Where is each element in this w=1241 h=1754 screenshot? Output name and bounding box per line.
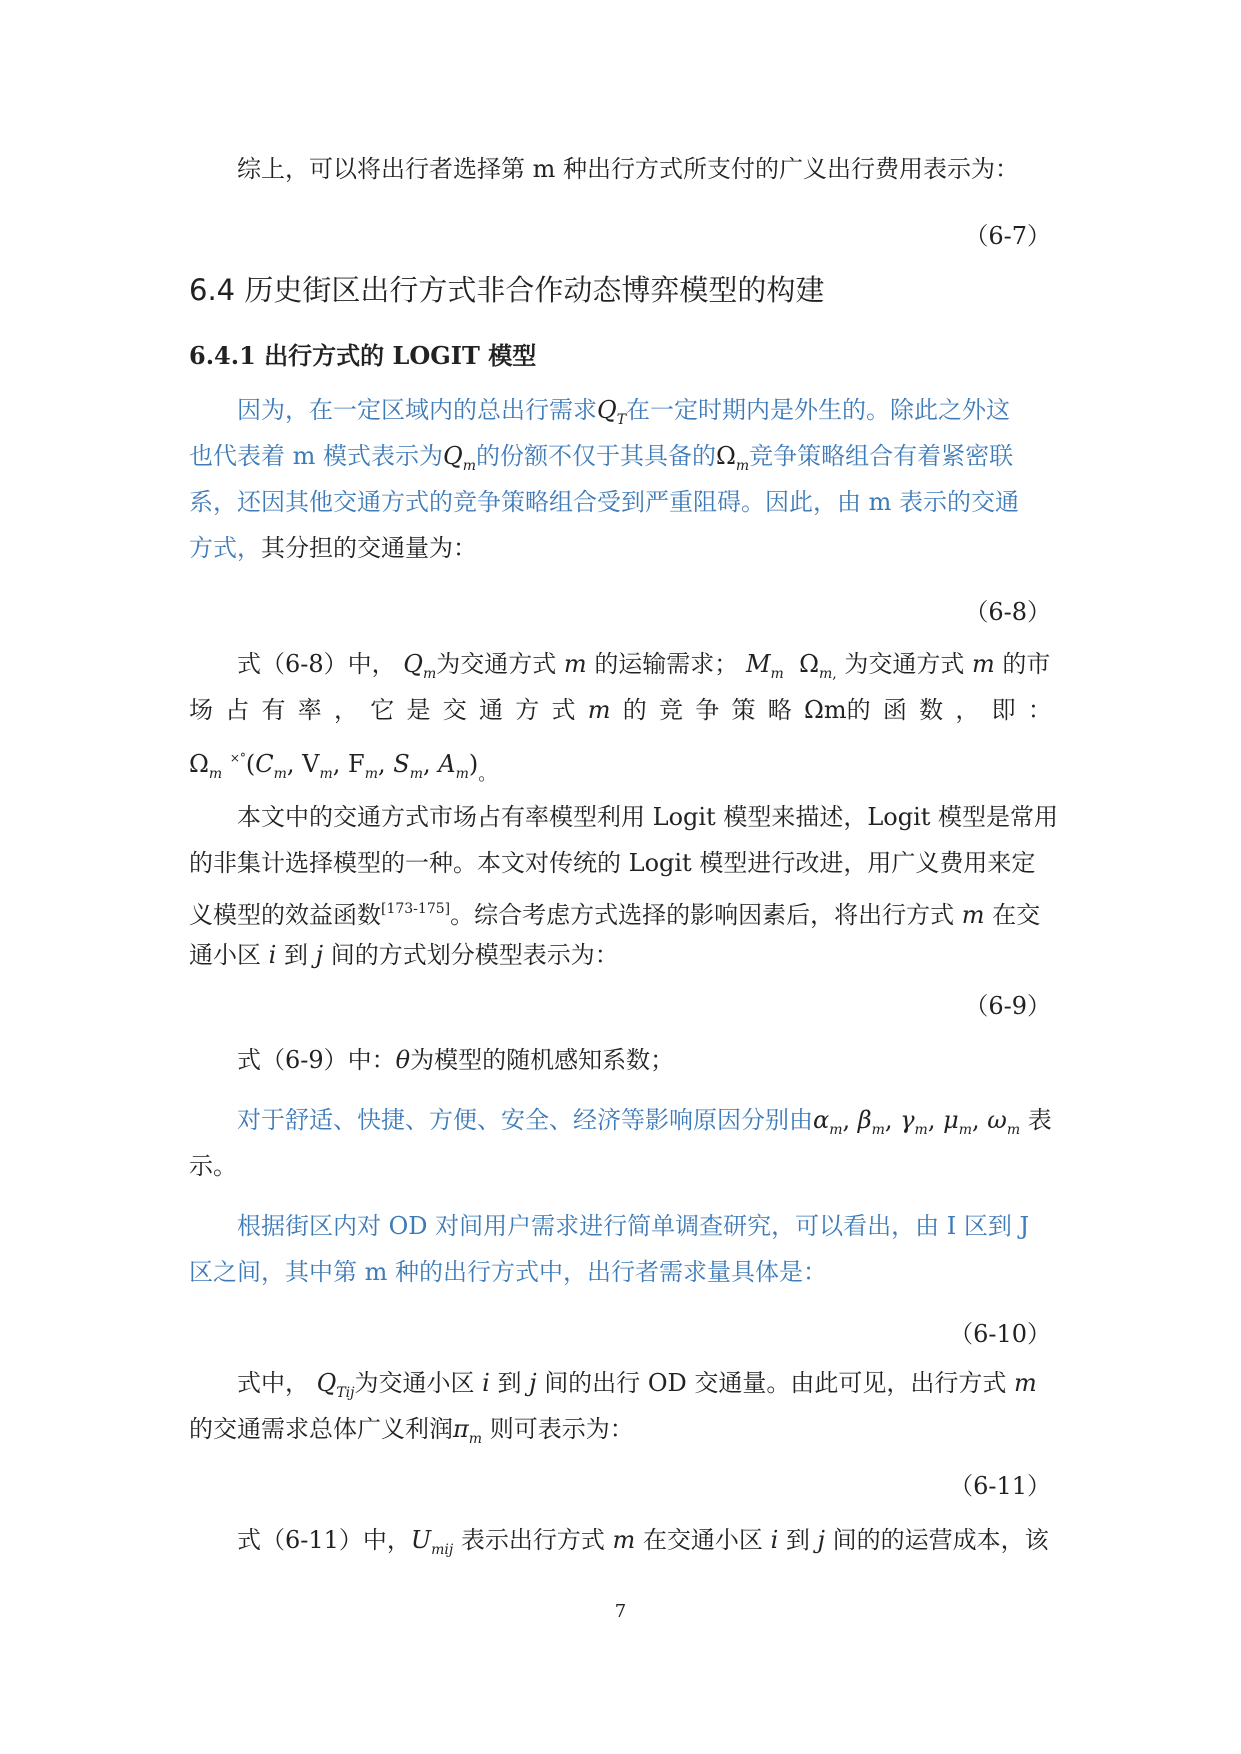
text-span: 的份额不仅于其具备的 [475,442,716,470]
text-span: 。综合考虑方式选择的影响因素后，将出行方式 [450,901,955,929]
text-span: ， [334,696,358,724]
text-span: 因为，在一定区域内的总出行需求 [237,396,597,424]
text-span: 策 [731,696,756,724]
text-span: 到 [497,1369,522,1397]
text-span: 式（6-9）中： [237,1046,396,1074]
para-line [237,394,1010,436]
equation-number-6-7: （6-7） [964,222,1051,250]
para-line: 义模型的效益函数[173-175]。综合考虑方式选择的影响因素后，将出行方式 m 在交 [189,901,1041,929]
text-span: 则可表示为： [489,1415,634,1443]
text-span: 在一定时期内是外生的。除此之外这 [626,396,1011,424]
text-span: 也代表着 m 模式表示为 [189,442,444,470]
text-span: 竞争策略组合有着紧密联 [749,442,1014,470]
text-span: 间的出行 OD 交通量。由此可见，出行方式 [544,1369,1007,1397]
text-span: 间的方式划分模型表示为： [330,941,619,969]
text-span: 占 [225,696,250,724]
text-span: 竞 [659,696,684,724]
text-span: 。 [478,764,497,785]
text-span: 式中， [237,1369,309,1397]
text-span: 到 [785,1526,810,1554]
para-line [189,532,477,564]
text-span: 在交 [992,901,1041,929]
text-span: 略 [767,696,792,724]
text-span: 表 [1027,1106,1052,1134]
section-heading-6-4: 6.4 历史街区出行方式非合作动态博弈模型的构建 [189,273,825,307]
equation-number-6-11: （6-11） [949,1472,1051,1500]
para-line: 示。 [189,1152,237,1180]
para-line: 式中， $Q_{Tij}$为交通小区 i 到 j 间的出行 OD 交通量。由此可见，出行方式 m [237,1369,1037,1401]
math-qm: $Q_m$ [443,442,476,474]
text-span: 到 [283,941,308,969]
para-line: 通小区 i 到 j 间的方式划分模型表示为： [189,941,619,969]
text-span: 数 [919,696,944,724]
text-span: Ω [189,750,209,778]
text-span: 率 [297,696,322,724]
text-span: 函 [882,696,907,724]
text-span: 争 [695,696,720,724]
text-span: Ωm的 [804,696,871,724]
para-line [189,440,1013,482]
para-line: 式（6-11）中，$U_{mij}$ 表示出行方式 m 在交通小区 i 到 j 间的的运营成本，该 [237,1526,1049,1558]
para-line: 的非集计选择模型的一种。本文对传统的 Logit 模型进行改进，用广义费用来定 [189,849,1036,877]
text-span: 间的的运营成本，该 [832,1526,1049,1554]
math-omega-m: $\Omega_m$ [715,442,750,474]
text-span: 场 [189,696,213,724]
math-m: m [587,696,611,724]
text-span: 它 [370,696,395,724]
para-line-justified [189,694,1052,726]
text-span: 义模型的效益函数 [189,901,381,929]
text-span: 式 [551,696,576,724]
para-line: 式（6-9）中：θ为模型的随机感知系数； [237,1046,675,1074]
citation-ref[interactable]: [173-175] [381,901,451,917]
text-span: 在交通小区 [642,1526,763,1554]
text-span: 有 [261,696,286,724]
text-span: 为交通方式 [844,650,965,678]
text-span: ， [955,696,980,724]
page-number: 7 [614,1601,627,1622]
para-line: 本文中的交通方式市场占有率模型利用 Logit 模型来描述，Logit 模型是常用 [237,803,1059,831]
para-line: 对于舒适、快捷、方便、安全、经济等影响原因分别由$\alpha_m$, $\beta_m$, $\gamma_m$, $\mu_m$, $\omega_m$ 表 [237,1106,1052,1138]
text-span: 的交通需求总体广义利润 [189,1415,453,1443]
math-qt: $Q_T$ [597,396,627,428]
equation-number-6-10: （6-10） [949,1320,1051,1348]
math-m: m [971,650,995,678]
text-span: 的运输需求； [594,650,739,678]
para-line-formula: $\Omega_m$ $^{\times^\circ}(C_m$, $V_m$, $F_m$, $S_m$, $A_m)_。$ [189,750,497,785]
text-span: 其分担的交通量为： [261,534,477,562]
text-span: 通 [479,696,503,724]
subsection-heading-6-4-1: 6.4.1 出行方式的 LOGIT 模型 [189,341,537,370]
text-span: 为交通方式 [436,650,557,678]
para-line [237,648,1050,690]
text-span: 是 [406,696,431,724]
text-span: 的市 [1002,650,1051,678]
text-span: 交 [442,696,467,724]
para-line: 区之间，其中第 m 种的出行方式中，出行者需求量具体是： [189,1258,828,1286]
text-span: 即 [991,696,1016,724]
para-line: 根据街区内对 OD 对间用户需求进行简单调查研究，可以看出，由 I 区到 J [237,1212,1030,1240]
math-m: m [563,650,587,678]
text-span: 式（6-11）中， [237,1526,411,1554]
math-qm: $Q_m$ [403,650,437,682]
text-span: 式（6-8）中， [237,650,396,678]
text-span: 表示出行方式 [460,1526,605,1554]
para-line: 的交通需求总体广义利润$\pi_m$ 则可表示为： [189,1415,634,1447]
text-span: 方式， [189,534,261,562]
text-span: 方 [515,696,540,724]
text-span: 通小区 [189,941,261,969]
equation-number-6-9: （6-9） [964,992,1051,1020]
text-span: 为模型的随机感知系数； [410,1046,675,1074]
paragraph-summary: 综上，可以将出行者选择第 m 种出行方式所支付的广义出行费用表示为： [237,155,1020,183]
text-span: 为交通小区 [354,1369,475,1397]
text-span: 的 [622,696,647,724]
math-mm-omega: $M_m$ $\Omega_{m,}$ [745,650,837,682]
equation-number-6-8: （6-8） [964,598,1051,626]
para-line: 系，还因其他交通方式的竞争策略组合受到严重阻碍。因此，由 m 表示的交通 [189,488,1020,516]
text-span: 对于舒适、快捷、方便、安全、经济等影响原因分别由 [237,1106,813,1134]
text-span: ： [1027,696,1052,724]
